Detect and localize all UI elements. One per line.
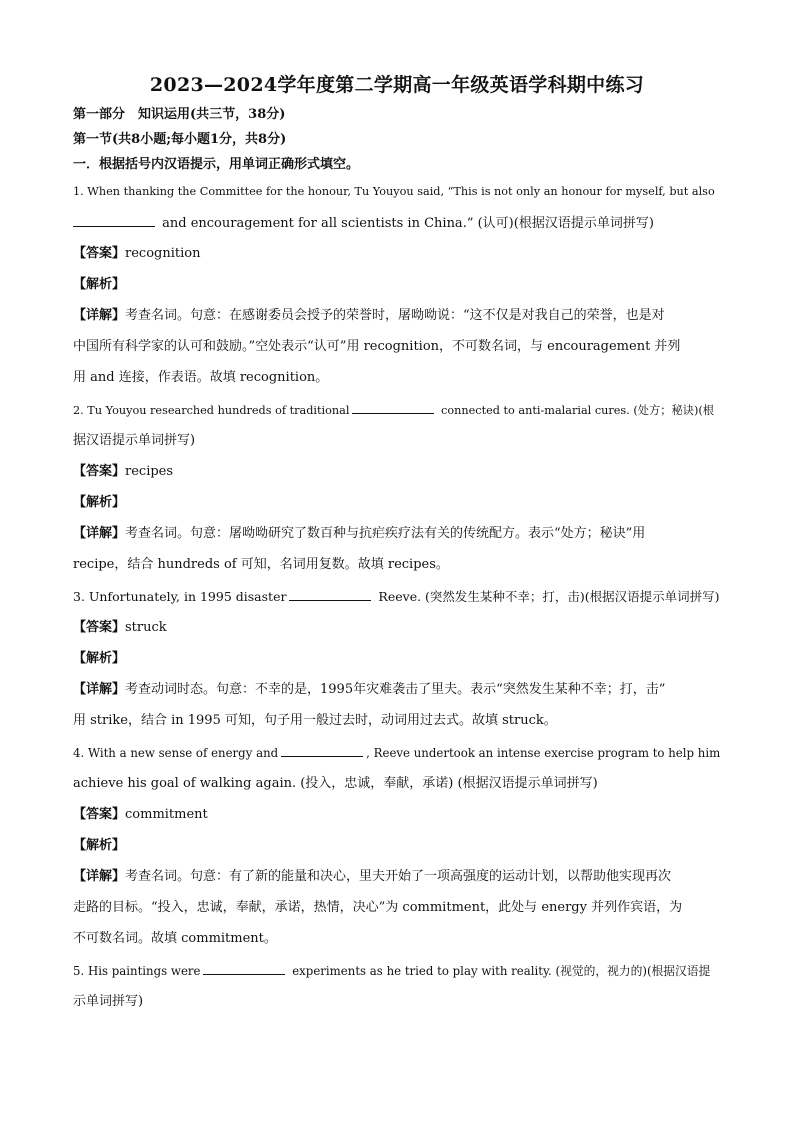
q5-blank bbox=[203, 962, 285, 975]
q2-blank bbox=[352, 401, 434, 414]
q1-answer: 【答案】recognition bbox=[73, 246, 201, 261]
page-title: 2023—2024学年度第二学期高一年级英语学科期中练习 bbox=[149, 74, 645, 96]
q1-text-line2: and encouragement for all scientists in China.” (认可)(根据汉语提示单词拼写) bbox=[73, 214, 721, 233]
q2-analysis: 【解析】 bbox=[73, 495, 126, 510]
q5-text-line2: 示单词拼写) bbox=[73, 994, 144, 1009]
q1-text-line1: 1. When thanking the Committee for the honour, Tu Youyou said, “This is not only an honour for myself, but also bbox=[73, 185, 715, 198]
instruction: 一．根据括号内汉语提示，用单词正确形式填空。 bbox=[73, 157, 360, 172]
q1-detail-line2: 中国所有科学家的认可和鼓励。”空处表示“认可”用 recognition，不可数名词，与 encouragement 并列 bbox=[73, 339, 681, 354]
q4-blank bbox=[281, 744, 363, 757]
q3-analysis: 【解析】 bbox=[73, 651, 126, 666]
q2-answer: 【答案】recipes bbox=[73, 464, 174, 479]
q2-detail-line2: recipe，结合 hundreds of 可知，名词用复数。故填 recipes。 bbox=[73, 557, 449, 572]
section-heading: 第一节(共8小题;每小题1分，共8分) bbox=[73, 132, 287, 147]
q2-text-line2: 据汉语提示单词拼写) bbox=[73, 433, 196, 448]
q3-detail-line1: 【详解】考查动词时态。句意：不幸的是，1995年灾难袭击了里夫。表示“突然发生某种不幸；打，击” bbox=[73, 682, 666, 697]
q4-detail-line1: 【详解】考查名词。句意：有了新的能量和决心，里夫开始了一项高强度的运动计划，以帮助他实现再次 bbox=[73, 869, 672, 884]
q4-detail-line3: 不可数名词。故填 commitment。 bbox=[73, 931, 277, 946]
q4-answer: 【答案】commitment bbox=[73, 807, 208, 822]
q3-detail-line2: 用 strike，结合 in 1995 可知，句子用一般过去时，动词用过去式。故填 struck。 bbox=[73, 713, 557, 728]
q5-text-line1: 5. His paintings were experiments as he tried to play with reality. (视觉的，视力的)(根据汉语提 bbox=[73, 964, 711, 978]
q4-analysis: 【解析】 bbox=[73, 838, 126, 853]
q1-detail-line3: 用 and 连接，作表语。故填 recognition。 bbox=[73, 370, 329, 385]
part-heading: 第一部分 知识运用(共三节，38分) bbox=[73, 107, 286, 122]
q1-blank bbox=[73, 214, 155, 227]
q3-blank bbox=[289, 588, 371, 601]
q1-analysis: 【解析】 bbox=[73, 277, 126, 292]
q2-detail-line1: 【详解】考查名词。句意：屠呦呦研究了数百种与抗疟疾疗法有关的传统配方。表示“处方；秘诀”用 bbox=[73, 526, 646, 541]
q4-text-line2: achieve his goal of walking again. (投入，忠诚，奉献，承诺) (根据汉语提示单词拼写) bbox=[73, 776, 598, 791]
q2-text-line1: 2. Tu Youyou researched hundreds of traditional connected to anti-malarial cures. (处方；秘诀)(根 bbox=[73, 401, 721, 420]
q1-detail-line1: 【详解】考查名词。句意：在感谢委员会授予的荣誉时，屠呦呦说：“这不仅是对我自己的荣誉，也是对 bbox=[73, 308, 665, 323]
q4-text-line1: 4. With a new sense of energy and , Reeve undertook an intense exercise program to help him bbox=[73, 746, 721, 760]
q3-text-line1: 3. Unfortunately, in 1995 disaster Reeve. (突然发生某种不幸；打，击)(根据汉语提示单词拼写) bbox=[73, 589, 720, 604]
q4-detail-line2: 走路的目标。“投入，忠诚，奉献，承诺，热情，决心”为 commitment，此处与 energy 并列作宾语，为 bbox=[73, 900, 683, 915]
q3-answer: 【答案】struck bbox=[73, 620, 167, 635]
